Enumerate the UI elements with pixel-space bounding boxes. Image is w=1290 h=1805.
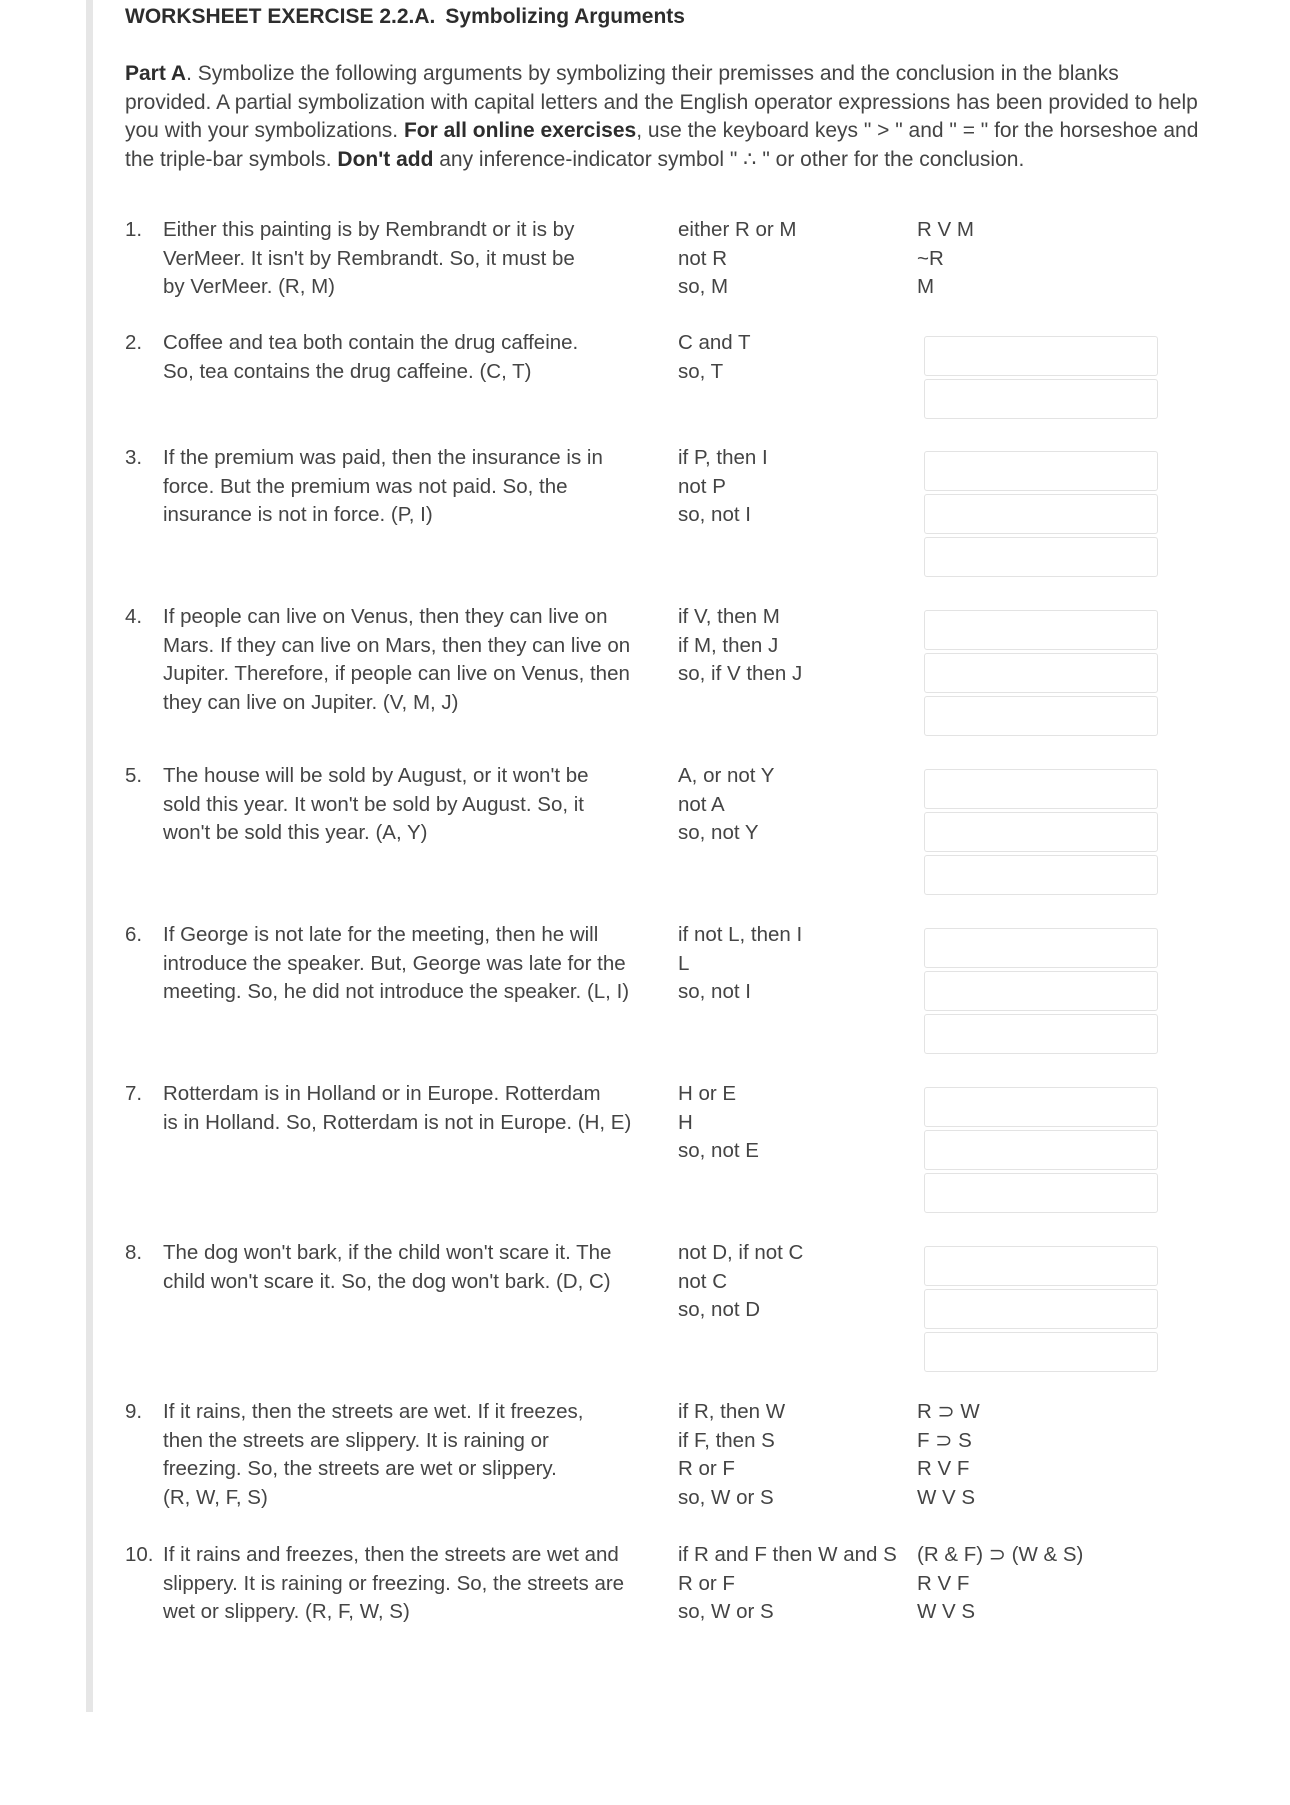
partial-symbolization-line: H or E xyxy=(678,1082,737,1105)
instructions-text-1: . Symbolize the following arguments by symbolizing their premisses and the conclusion in the blanks provided. A partial symbolization with capital letters and the English operator expressions has been provided to help you with your symbolizations. xyxy=(125,62,1198,142)
question-text-line: then the streets are slippery. It is raining or xyxy=(163,1428,549,1452)
partial-symbolization-line: so, not I xyxy=(678,503,751,526)
question-text-line: If the premium was paid, then the insurance is in xyxy=(163,446,603,469)
partial-symbolization-line: not R xyxy=(678,246,727,270)
answer-input-box[interactable] xyxy=(924,451,1158,491)
question-text xyxy=(163,921,683,1007)
partial-symbolization xyxy=(678,444,908,530)
worksheet xyxy=(125,0,1200,1623)
question-text-line: Mars. If they can live on Mars, then they can live on xyxy=(163,633,631,657)
question-text-line: The dog won't bark, if the child won't scare it. The xyxy=(163,1241,612,1264)
symbolization-line: R V F xyxy=(917,1457,970,1480)
question-text-line: child won't scare it. So, the dog won't bark. (D, C) xyxy=(163,1269,611,1293)
answer-input-box[interactable] xyxy=(924,971,1158,1011)
partial-symbolization-line: L xyxy=(678,951,690,975)
partial-symbolization xyxy=(678,762,908,848)
question-text-line: Rotterdam is in Holland or in Europe. Rotterdam xyxy=(163,1082,601,1105)
partial-symbolization-line: R or F xyxy=(678,1571,735,1595)
answer-input-box[interactable] xyxy=(924,696,1158,736)
question-number: 9. xyxy=(125,1400,143,1423)
question-text-line: insurance is not in force. (P, I) xyxy=(163,503,433,526)
title-sub: Symbolizing Arguments xyxy=(445,5,685,28)
partial-symbolization-line: if not L, then I xyxy=(678,923,803,946)
answer-input-box[interactable] xyxy=(924,494,1158,534)
partial-symbolization-line: R or F xyxy=(678,1457,735,1480)
question-text-line: VerMeer. It isn't by Rembrandt. So, it must be xyxy=(163,246,575,270)
question-text-line: sold this year. It won't be sold by August. So, it xyxy=(163,792,584,816)
partial-symbolization-line: so, W or S xyxy=(678,1600,774,1623)
left-margin-rule xyxy=(86,0,93,1712)
question-text xyxy=(163,216,683,302)
partial-symbolization-line: so, if V then J xyxy=(678,662,803,685)
symbolization-answer xyxy=(917,1398,1197,1512)
partial-symbolization-line: not A xyxy=(678,792,725,816)
partial-symbolization-line: if F, then S xyxy=(678,1428,775,1452)
partial-symbolization-line: if M, then J xyxy=(678,633,779,657)
partial-symbolization-line: so, not E xyxy=(678,1139,759,1162)
partial-symbolization-line: if P, then I xyxy=(678,446,768,469)
question-text-line: by VerMeer. (R, M) xyxy=(163,275,336,298)
question-text-line: Jupiter. Therefore, if people can live on Venus, then xyxy=(163,662,630,685)
instructions-bold-2: Don't add xyxy=(337,147,434,171)
symbolization-answer xyxy=(917,1541,1197,1627)
question-text xyxy=(163,444,683,530)
symbolization-line: F ⊃ S xyxy=(917,1428,972,1452)
partial-symbolization-line: so, not I xyxy=(678,980,751,1003)
answer-input-box[interactable] xyxy=(924,1173,1158,1213)
symbolization-line: R ⊃ W xyxy=(917,1400,980,1423)
partial-symbolization xyxy=(678,1239,908,1325)
question-text xyxy=(163,1541,683,1627)
question-text-line: If George is not late for the meeting, then he will xyxy=(163,923,599,946)
answer-input-box[interactable] xyxy=(924,855,1158,895)
partial-symbolization-line: A, or not Y xyxy=(678,764,775,787)
question-text-line: they can live on Jupiter. (V, M, J) xyxy=(163,690,459,714)
answer-input-box[interactable] xyxy=(924,769,1158,809)
title-main: WORKSHEET EXERCISE 2.2.A. xyxy=(125,5,436,28)
partial-symbolization-line: H xyxy=(678,1110,693,1134)
question-text-line: meeting. So, he did not introduce the speaker. (L, I) xyxy=(163,980,630,1003)
answer-input-box[interactable] xyxy=(924,1014,1158,1054)
question-text-line: If people can live on Venus, then they can live on xyxy=(163,605,608,628)
question-text xyxy=(163,1239,683,1296)
symbolization-line: W V S xyxy=(917,1485,976,1509)
question-text-line: So, tea contains the drug caffeine. (C, T) xyxy=(163,359,532,383)
instructions-text-2: , use the keyboard keys " > " and " = " for the horseshoe and the triple-bar symbols. xyxy=(125,119,1199,171)
question-text-line: force. But the premium was not paid. So, the xyxy=(163,474,568,498)
symbolization-line: ~R xyxy=(917,246,944,270)
question-text-line: freezing. So, the streets are wet or slippery. xyxy=(163,1457,557,1480)
question-text xyxy=(163,1398,683,1512)
answer-input-box[interactable] xyxy=(924,537,1158,577)
answer-input-box[interactable] xyxy=(924,1246,1158,1286)
question-number: 7. xyxy=(125,1082,143,1105)
question-text xyxy=(163,1080,683,1137)
symbolization-line: M xyxy=(917,275,935,298)
question-text-line: is in Holland. So, Rotterdam is not in Europe. (H, E) xyxy=(163,1110,632,1134)
answer-input-box[interactable] xyxy=(924,928,1158,968)
partial-symbolization-line: not P xyxy=(678,474,726,498)
symbolization-line: R V F xyxy=(917,1571,970,1595)
answer-input-box[interactable] xyxy=(924,336,1158,376)
answer-input-box[interactable] xyxy=(924,1289,1158,1329)
symbolization-line: W V S xyxy=(917,1600,976,1623)
question-number: 8. xyxy=(125,1241,143,1264)
partial-symbolization-line: if R and F then W and S xyxy=(678,1543,897,1566)
part-label: Part A xyxy=(125,62,187,85)
question-number: 3. xyxy=(125,446,143,469)
question-text-line: The house will be sold by August, or it won't be xyxy=(163,764,589,787)
symbolization-answer xyxy=(917,216,1197,302)
partial-symbolization-line: not C xyxy=(678,1269,727,1293)
partial-symbolization xyxy=(678,329,908,386)
page-title xyxy=(125,0,1200,31)
instructions-text-3: any inference-indicator symbol " ∴ " or other for the conclusion. xyxy=(433,147,1025,171)
question-number: 5. xyxy=(125,764,143,787)
question-text xyxy=(163,762,683,848)
partial-symbolization-line: not D, if not C xyxy=(678,1241,804,1264)
partial-symbolization xyxy=(678,603,908,689)
question-number: 2. xyxy=(125,331,143,354)
partial-symbolization-line: C and T xyxy=(678,331,751,354)
question-number: 4. xyxy=(125,605,143,628)
answer-input-box[interactable] xyxy=(924,379,1158,419)
question-text xyxy=(163,329,683,386)
question-number: 6. xyxy=(125,923,143,946)
question-number: 1. xyxy=(125,218,143,241)
partial-symbolization-line: either R or M xyxy=(678,218,797,241)
question-text xyxy=(163,603,683,717)
instructions-bold-1: For all online exercises xyxy=(403,119,637,142)
question-text-line: wet or slippery. (R, F, W, S) xyxy=(163,1600,410,1623)
question-number: 10. xyxy=(125,1543,154,1566)
answer-input-box[interactable] xyxy=(924,610,1158,650)
partial-symbolization-line: so, M xyxy=(678,275,729,298)
question-text-line: slippery. It is raining or freezing. So, the streets are xyxy=(163,1571,625,1595)
question-text-line: If it rains, then the streets are wet. If it freezes, xyxy=(163,1400,584,1423)
partial-symbolization-line: so, T xyxy=(678,359,724,383)
question-text-line: Either this painting is by Rembrandt or it is by xyxy=(163,218,575,241)
partial-symbolization xyxy=(678,1398,908,1512)
instructions xyxy=(125,60,1200,174)
answer-input-box[interactable] xyxy=(924,1130,1158,1170)
partial-symbolization-line: so, W or S xyxy=(678,1485,774,1509)
partial-symbolization xyxy=(678,921,908,1007)
answer-input-box[interactable] xyxy=(924,1332,1158,1372)
answer-input-box[interactable] xyxy=(924,1087,1158,1127)
partial-symbolization-line: so, not Y xyxy=(678,821,759,844)
symbolization-line: (R & F) ⊃ (W & S) xyxy=(917,1543,1084,1566)
partial-symbolization xyxy=(678,1541,908,1627)
partial-symbolization-line: so, not D xyxy=(678,1298,761,1321)
question-text-line: Coffee and tea both contain the drug caffeine. xyxy=(163,331,579,354)
partial-symbolization xyxy=(678,216,908,302)
partial-symbolization xyxy=(678,1080,908,1166)
answer-input-box[interactable] xyxy=(924,812,1158,852)
partial-symbolization-line: if R, then W xyxy=(678,1400,786,1423)
question-text-line: If it rains and freezes, then the streets are wet and xyxy=(163,1543,619,1566)
question-text-line: won't be sold this year. (A, Y) xyxy=(163,821,428,844)
partial-symbolization-line: if V, then M xyxy=(678,605,780,628)
question-text-line: introduce the speaker. But, George was late for the xyxy=(163,951,626,975)
symbolization-line: R V M xyxy=(917,218,974,241)
question-text-line: (R, W, F, S) xyxy=(163,1485,268,1509)
answer-input-box[interactable] xyxy=(924,653,1158,693)
